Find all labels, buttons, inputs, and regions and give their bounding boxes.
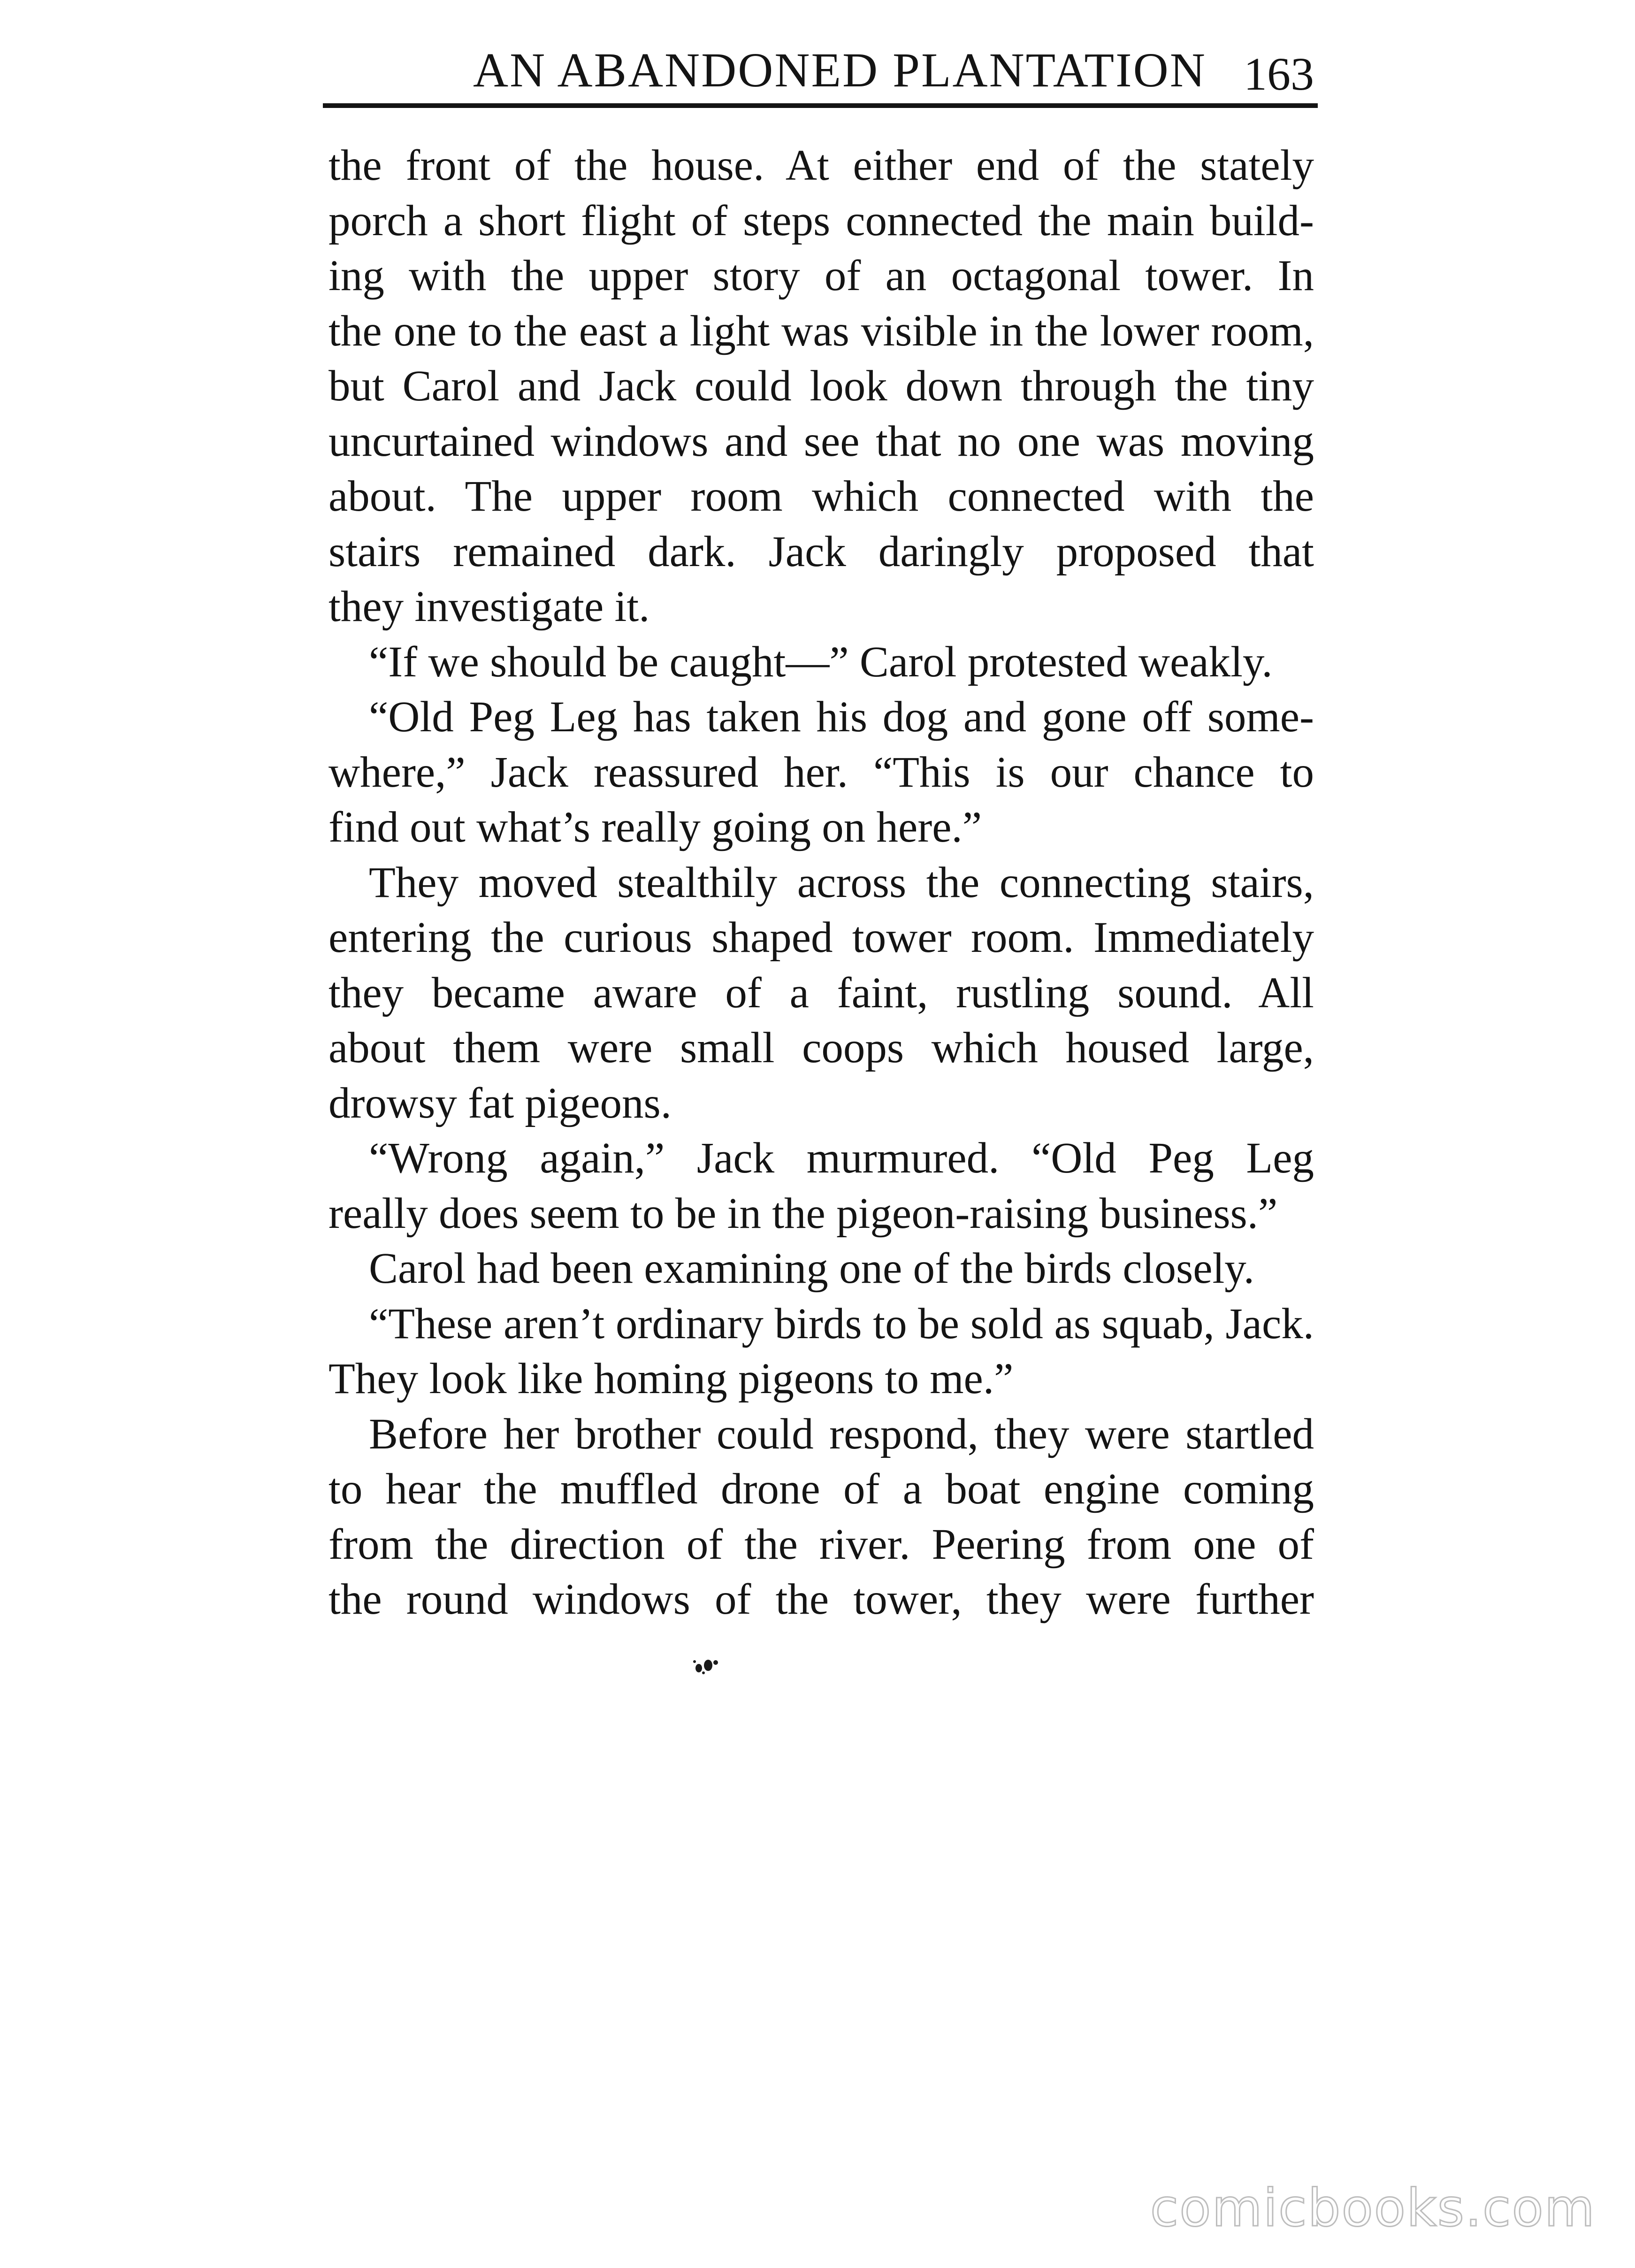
page-number: 163 (1244, 48, 1314, 100)
text-line: “Wrong again,” Jack murmured. “Old Peg Leg (369, 1134, 1314, 1182)
text-line: They moved stealthily across the connecting stairs, (369, 858, 1314, 907)
watermark: comicbooks.com (1150, 2178, 1596, 2238)
text-line: they investigate it. (329, 582, 650, 631)
text-line: about them were small coops which housed large, (329, 1024, 1314, 1072)
page-header (323, 33, 1318, 108)
text-line: “These aren’t ordinary birds to be sold as squab, Jack. (369, 1299, 1314, 1348)
text-line: about. The upper room which connected with the (329, 472, 1314, 521)
text-line: really does seem to be in the pigeon-raising business.” (329, 1189, 1278, 1238)
text-line: drowsy fat pigeons. (329, 1079, 672, 1127)
text-line: from the direction of the river. Peering from one of (329, 1520, 1314, 1569)
text-line: find out what’s really going on here.” (329, 803, 982, 851)
text-line: Before her brother could respond, they were startled (369, 1410, 1314, 1458)
text-line: the front of the house. At either end of the stately (329, 141, 1314, 190)
text-line: “Old Peg Leg has taken his dog and gone off some- (369, 693, 1314, 741)
text-line: to hear the muffled drone of a boat engine coming (329, 1465, 1314, 1513)
running-head: AN ABANDONED PLANTATION (473, 43, 1207, 97)
text-line: uncurtained windows and see that no one was moving (329, 417, 1314, 466)
text-line: the one to the east a light was visible in the lower room, (329, 306, 1314, 355)
text-line: the round windows of the tower, they were further (329, 1575, 1314, 1624)
text-line: Carol had been examining one of the birds closely. (369, 1244, 1255, 1293)
text-line: They look like homing pigeons to me.” (329, 1355, 1014, 1403)
text-line: stairs remained dark. Jack daringly proposed that (329, 527, 1314, 576)
text-line: ing with the upper story of an octagonal tower. In (329, 252, 1314, 300)
text-line: “If we should be caught—” Carol protested weakly. (369, 637, 1273, 686)
text-line: entering the curious shaped tower room. Immediately (329, 913, 1314, 962)
text-line: but Carol and Jack could look down through the tiny (329, 362, 1314, 410)
text-line: porch a short flight of steps connected the main build- (329, 196, 1314, 245)
text-line: they became aware of a faint, rustling sound. All (329, 968, 1314, 1017)
text-line: where,” Jack reassured her. “This is our chance to (329, 748, 1314, 797)
printer-ornament-icon (692, 1657, 720, 1676)
body-text (329, 138, 1314, 1627)
